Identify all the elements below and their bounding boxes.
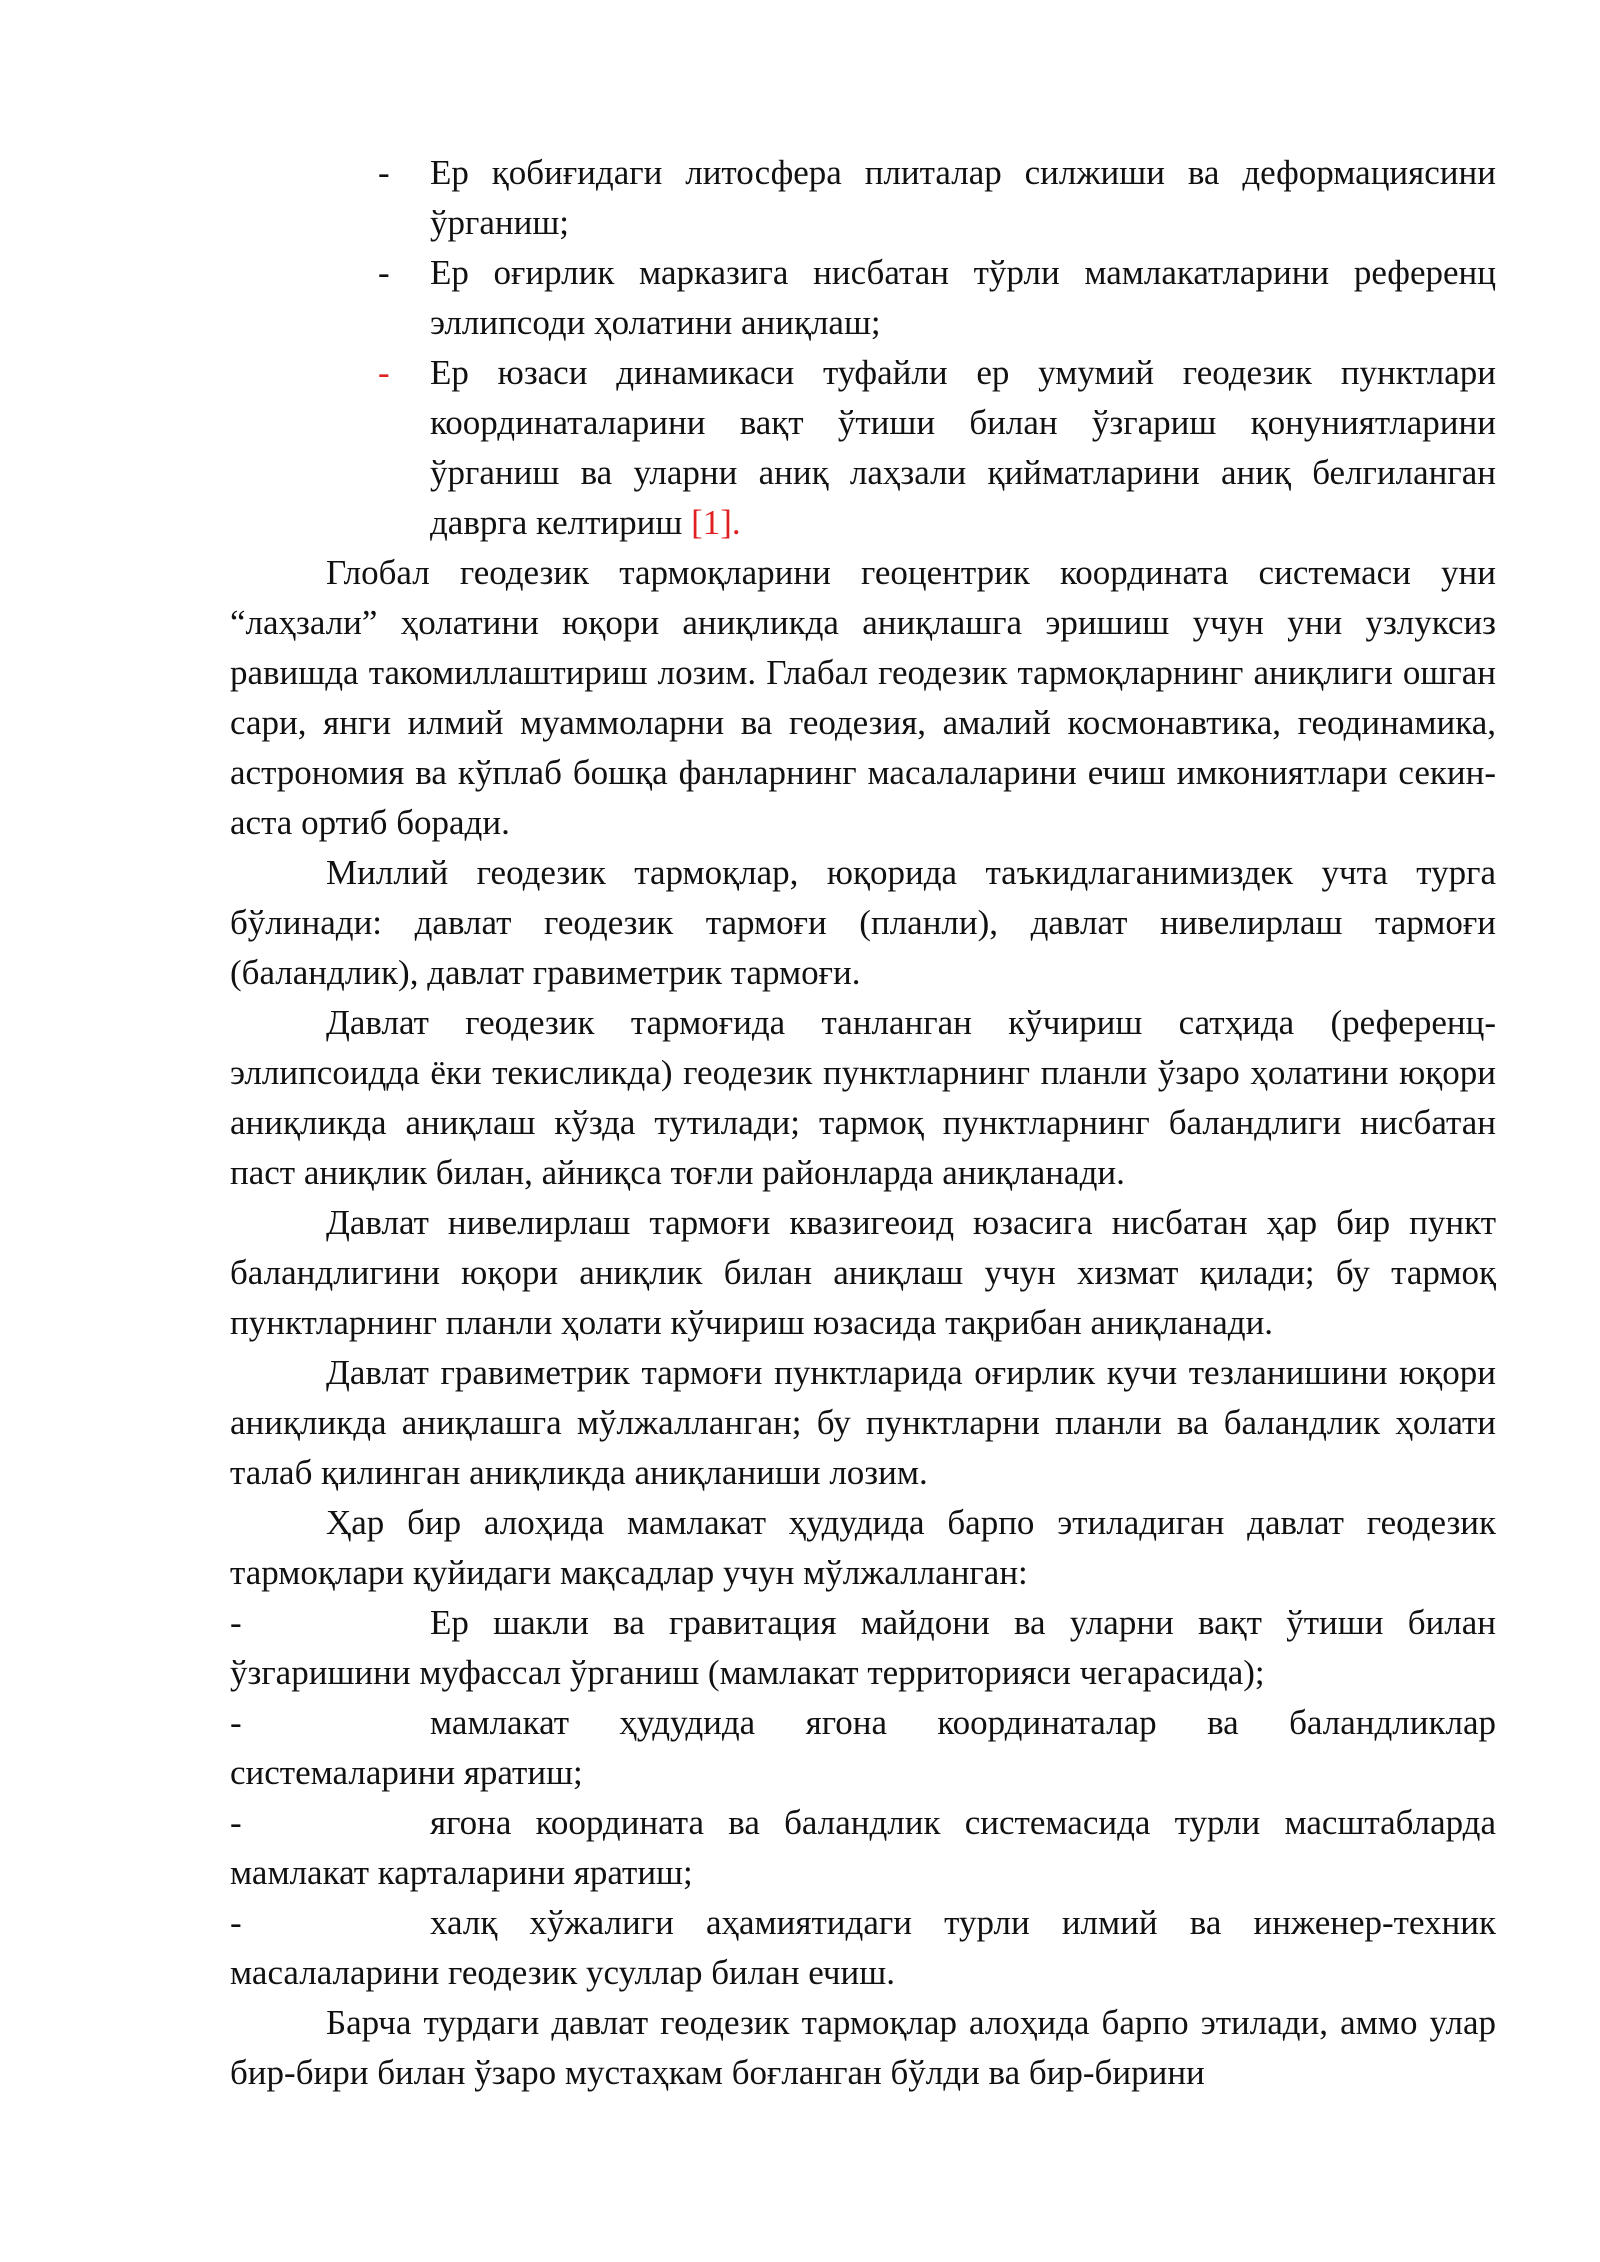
list-dash: - bbox=[230, 1903, 242, 1942]
list-dash: - bbox=[378, 353, 390, 392]
list-item-text: Ер қобиғидаги литосфера плиталар силжиши ва деформациясини ўрганиш; bbox=[430, 153, 1496, 242]
paragraph: Глобал геодезик тармоқларини геоцентрик координата системаси уни “лаҳзали” ҳолатини юқори аниқликда аниқлашга эришиш учун уни узлуксиз равишда такомиллаштириш лозим. Глабал геодезик тармоқларнинг аниқлиги ошган сари, янги илмий муаммоларни ва геодезия, амалий космонавтика, геодинамика, астрономия ва кўплаб бошқа фанларнинг масалаларини ечиш имкониятлари секин-аста ортиб боради. bbox=[230, 553, 1496, 842]
list-item-text: ягона координата ва баландлик системасида турли масштабларда мамлакат карталарини яратиш; bbox=[230, 1803, 1496, 1892]
list-item bbox=[230, 248, 1496, 348]
list-item-text: халқ хўжалиги аҳамиятидаги турли илмий ва инженер-техник масалаларини геодезик усуллар билан ечиш. bbox=[230, 1903, 1496, 1992]
document-page bbox=[230, 148, 1496, 2098]
paragraph: Давлат нивелирлаш тармоғи квазигеоид юзасига нисбатан ҳар бир пункт баландлигини юқори аниқлик билан аниқлаш учун хизмат қилади; бу тармоқ пунктларнинг планли ҳолати кўчириш юзасида тақрибан аниқланади. bbox=[230, 1203, 1496, 1342]
list-dash: - bbox=[378, 153, 390, 192]
list-item bbox=[230, 148, 1496, 248]
list-dash: - bbox=[230, 1603, 242, 1642]
list-item bbox=[230, 1898, 1496, 1998]
paragraph: Ҳар бир алоҳида мамлакат ҳудудида барпо этиладиган давлат геодезик тармоқлари қуйидаги мақсадлар учун мўлжалланган: bbox=[230, 1503, 1496, 1592]
list-item bbox=[230, 1698, 1496, 1798]
list-item bbox=[230, 1598, 1496, 1698]
reference-link[interactable]: [1]. bbox=[691, 503, 741, 542]
list-item-text: Ер оғирлик марказига нисбатан тўрли мамлакатларини референц эллипсоди ҳолатини аниқлаш; bbox=[430, 253, 1496, 342]
purposes-list bbox=[230, 1598, 1496, 1998]
list-item-text: Ер шакли ва гравитация майдони ва уларни вақт ўтиши билан ўзгаришини муфассал ўрганиш (мамлакат территорияси чегарасида); bbox=[230, 1603, 1496, 1692]
objectives-list bbox=[230, 148, 1496, 548]
list-item-text: мамлакат ҳудудида ягона координаталар ва баландликлар системаларини яратиш; bbox=[230, 1703, 1496, 1792]
paragraph: Миллий геодезик тармоқлар, юқорида таъкидлаганимиздек учта турга бўлинади: давлат геодезик тармоғи (планли), давлат нивелирлаш тармоғи (баландлик), давлат гравиметрик тармоғи. bbox=[230, 853, 1496, 992]
list-item bbox=[230, 348, 1496, 548]
list-item bbox=[230, 1798, 1496, 1898]
paragraph: Давлат гравиметрик тармоғи пунктларида оғирлик кучи тезланишини юқори аниқликда аниқлашга мўлжалланган; бу пунктларни планли ва баландлик ҳолати талаб қилинган аниқликда аниқланиши лозим. bbox=[230, 1353, 1496, 1492]
paragraph: Барча турдаги давлат геодезик тармоқлар алоҳида барпо этилади, аммо улар бир-бири билан ўзаро мустаҳкам боғланган бўлди ва бир-бирини bbox=[230, 2003, 1496, 2092]
paragraph: Давлат геодезик тармоғида танланган кўчириш сатҳида (референц-эллипсоидда ёки текисликда) геодезик пунктларнинг планли ўзаро ҳолатини юқори аниқликда аниқлаш кўзда тутилади; тармоқ пунктларнинг баландлиги нисбатан паст аниқлик билан, айниқса тоғли районларда аниқланади. bbox=[230, 1003, 1496, 1192]
list-item-text: Ер юзаси динамикаси туфайли ер умумий геодезик пунктлари координаталарини вақт ўтиши билан ўзгариш қонуниятларини ўрганиш ва уларни аниқ лаҳзали қийматларини аниқ белгиланган даврга келтириш bbox=[430, 353, 1496, 542]
list-dash: - bbox=[378, 253, 390, 292]
list-dash: - bbox=[230, 1803, 242, 1842]
list-dash: - bbox=[230, 1703, 242, 1742]
